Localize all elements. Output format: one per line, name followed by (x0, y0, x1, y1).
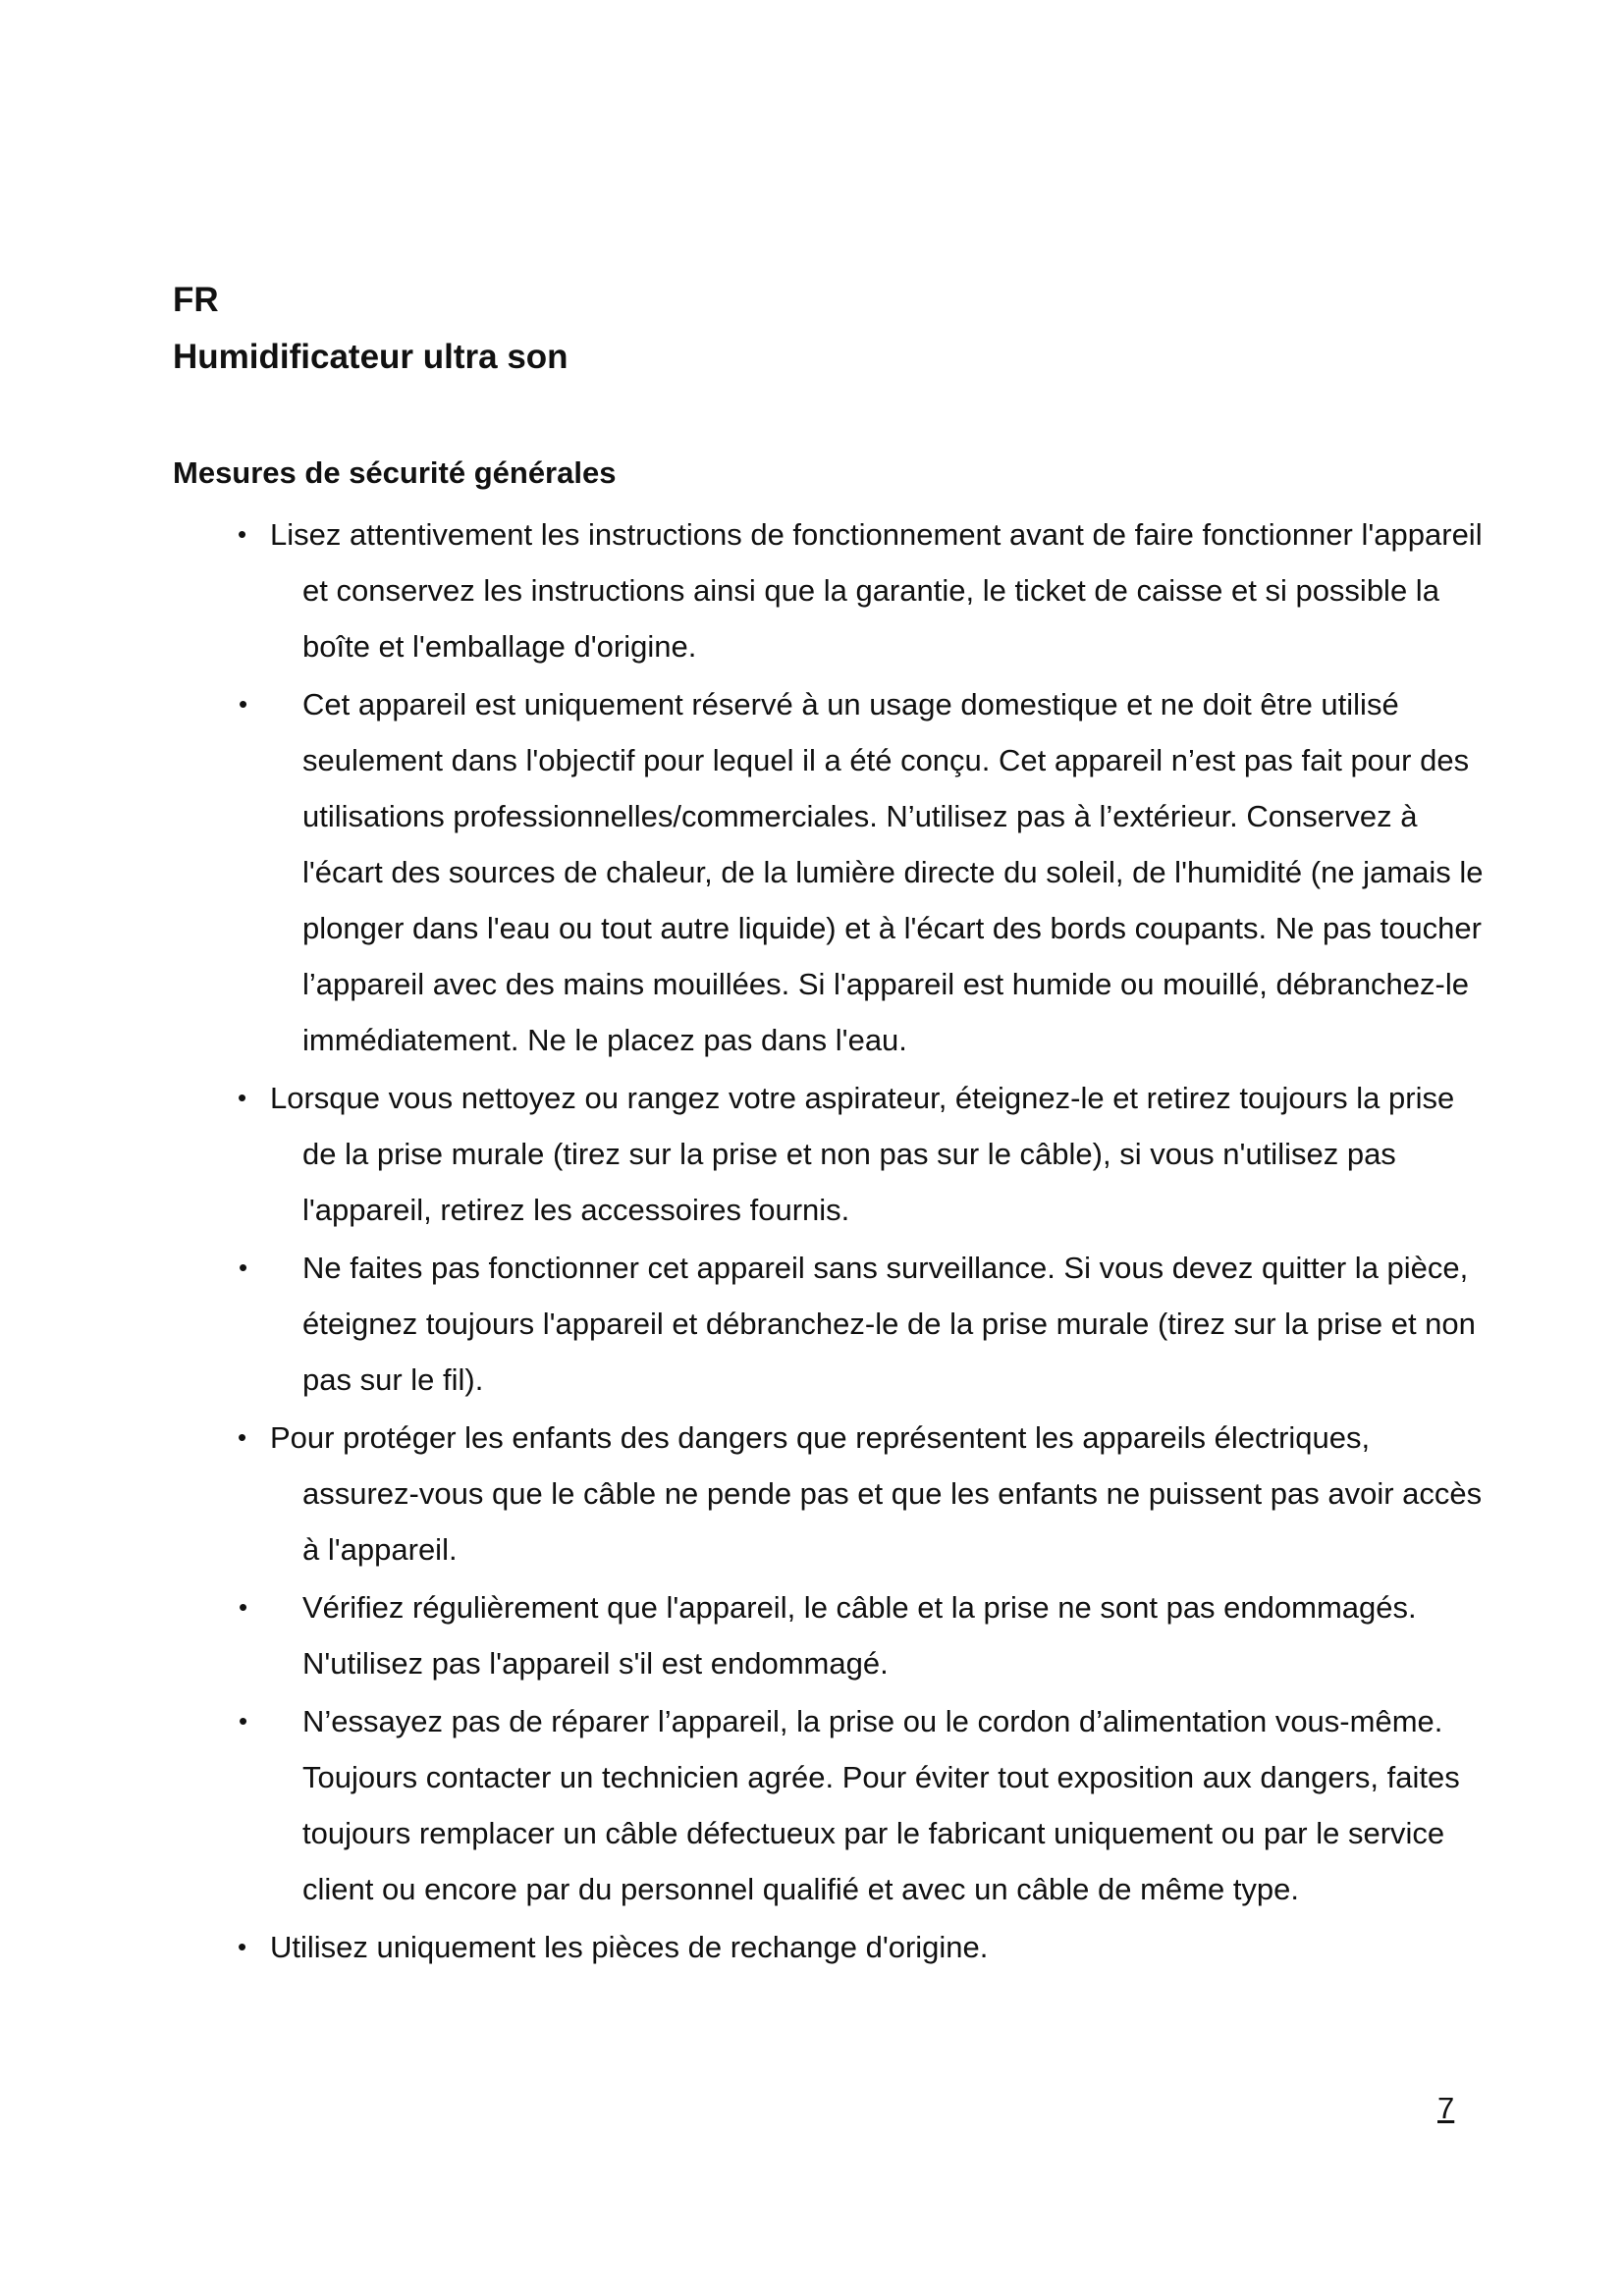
list-item (0, 1070, 1624, 1238)
list-item (0, 507, 1624, 674)
document-title: Humidificateur ultra son (173, 338, 568, 376)
language-code: FR (173, 281, 219, 319)
list-item (0, 1919, 1624, 1975)
list-item (0, 1410, 1624, 1577)
list-item-text: N’essayez pas de réparer l’appareil, la prise ou le cordon d’alimentation vous-même. Toujours contacter un technicien agrée. Pour éviter tout exposition aux dangers, faites toujours remplacer un câble défectueux par le fabricant uniquement ou par le service client ou encore par du personnel qualifié et avec un câble de même type. (302, 1704, 1460, 1906)
list-item (0, 1693, 1624, 1917)
bullet-icon: • (239, 689, 248, 719)
bullet-icon: • (238, 1932, 247, 1961)
list-item-text: Cet appareil est uniquement réservé à un usage domestique et ne doit être utilisé seulement dans l'objectif pour lequel il a été conçu. Cet appareil n’est pas fait pour des utilisations professionnelles/commerciales. N’utilisez pas à l’extérieur. Conservez à l'écart des sources de chaleur, de la lumière directe du soleil, de l'humidité (ne jamais le plonger dans l'eau ou tout autre liquide) et à l'écart des bords coupants. Ne pas toucher l’appareil avec des mains mouillées. Si l'appareil est humide ou mouillé, débranchez-le immédiatement. Ne le placez pas dans l'eau. (302, 687, 1484, 1057)
section-title: Mesures de sécurité générales (173, 455, 617, 490)
list-item-text: Ne faites pas fonctionner cet appareil sans surveillance. Si vous devez quitter la pièce, éteignez toujours l'appareil et débranchez-le de la prise murale (tirez sur la prise et non pas sur le fil). (302, 1251, 1476, 1397)
bullet-icon: • (239, 1253, 248, 1282)
list-item (0, 1579, 1624, 1691)
list-item-text: Lorsque vous nettoyez ou rangez votre aspirateur, éteignez-le et retirez toujours la prise de la prise murale (tirez sur la prise et non pas sur le câble), si vous n'utilisez pas l'appareil, retirez les accessoires fournis. (270, 1081, 1455, 1227)
list-item (0, 676, 1624, 1068)
bullet-icon: • (239, 1592, 248, 1622)
list-item-text: Vérifiez régulièrement que l'appareil, le câble et la prise ne sont pas endommagés. N'utilisez pas l'appareil s'il est endommagé. (302, 1590, 1417, 1681)
bullet-icon: • (238, 1422, 247, 1452)
list-item (0, 1240, 1624, 1408)
page-number: 7 (1437, 2091, 1455, 2125)
bullet-icon: • (238, 519, 247, 549)
bullet-icon: • (238, 1083, 247, 1112)
safety-instructions-list (0, 507, 1624, 1975)
list-item-text: Utilisez uniquement les pièces de rechange d'origine. (270, 1930, 989, 1964)
list-item-text: Lisez attentivement les instructions de fonctionnement avant de faire fonctionner l'appareil et conservez les instructions ainsi que la garantie, le ticket de caisse et si possible la boîte et l'emballage d'origine. (270, 517, 1483, 664)
bullet-icon: • (239, 1706, 248, 1735)
list-item-text: Pour protéger les enfants des dangers que représentent les appareils électriques, assurez-vous que le câble ne pende pas et que les enfants ne puissent pas avoir accès à l'appareil. (270, 1420, 1483, 1567)
